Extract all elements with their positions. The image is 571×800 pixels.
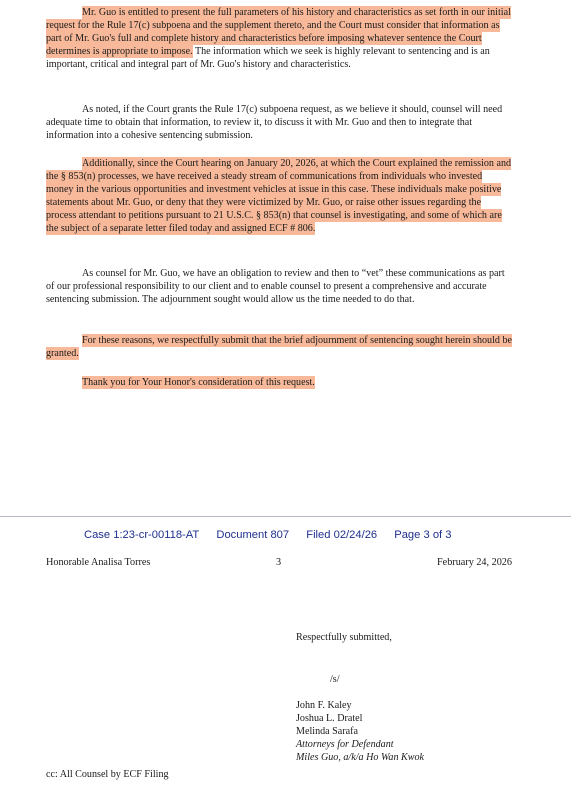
addressee: Honorable Analisa Torres <box>46 557 151 568</box>
signer-name: Joshua L. Dratel <box>296 713 363 724</box>
page-divider <box>0 516 571 517</box>
highlighted-text: Thank you for Your Honor's consideration of this request. <box>82 377 315 388</box>
page-number: 3 <box>276 557 282 568</box>
paragraph-additionally <box>46 157 512 236</box>
signer-name: John F. Kaley <box>296 700 352 711</box>
ecf-document-number: Document 807 <box>216 529 290 541</box>
closing: Respectfully submitted, <box>296 632 392 643</box>
page-running-header <box>46 557 512 571</box>
ecf-page-count: Page 3 of 3 <box>394 529 452 541</box>
ecf-filed-date: Filed 02/24/26 <box>306 529 378 541</box>
paragraph-counsel-obligation: As counsel for Mr. Guo, we have an obligation to review and then to “vet” these communications as part of our professional responsibility to our client and to enable counsel to present a comprehensive and accurate sentencing submission. The adjournment sought would allow us the time needed to do that. <box>46 268 505 306</box>
signer-role: Attorneys for Defendant <box>296 739 394 750</box>
paragraph-for-these-reasons <box>46 334 512 360</box>
paragraph-thank-you <box>46 376 512 389</box>
highlighted-text: For these reasons, we respectfully submit that the brief adjournment of sentencing sought herein should be granted. <box>46 335 512 360</box>
letter-date: February 24, 2026 <box>437 557 512 568</box>
paragraph-text: The information which we seek is highly relevant to sentencing and is an important, critical and integral part of Mr. Guo's history and characteristics. <box>46 46 490 71</box>
paragraph-guo-entitled <box>46 6 512 71</box>
paragraph-as-noted: As noted, if the Court grants the Rule 17(c) subpoena request, as we believe it should, counsel will need adequate time to obtain that information, to review it, to discuss it with Mr. Guo and then to integrate that information into a cohesive sentencing submission. <box>46 104 503 142</box>
signer-role-client: Miles Guo, a/k/a Ho Wan Kwok <box>296 752 425 763</box>
highlighted-text: Mr. Guo is entitled to present the full parameters of his history and characteristics as set forth in our initial request for the Rule 17(c) subpoena and the supplement thereto, and the Court must consider that information as part of Mr. Guo's full and complete history and characteristics before imposing whatever sentence the Court determines is appropriate to impose. <box>46 7 511 58</box>
signature: /s/ <box>330 674 340 685</box>
highlighted-text: Additionally, since the Court hearing on January 20, 2026, at which the Court explained the remission and the § 853(n) processes, we have received a steady stream of communications from individuals who invested money in the various opportunities and investment vehicles at issue in this case. These individuals make positive statements about Mr. Guo, or deny that they were victimized by Mr. Guo, or raise other issues regarding the process attendant to petitions pursuant to 21 U.S.C. § 853(n) that counsel is investigating, and some of which are the subject of a separate letter filed today and assigned ECF # 806. <box>46 158 512 235</box>
signer-name: Melinda Sarafa <box>296 726 358 737</box>
cc-line: cc: All Counsel by ECF Filing <box>46 769 169 780</box>
ecf-header <box>84 529 524 541</box>
ecf-case-number: Case 1:23-cr-00118-AT <box>84 529 200 541</box>
